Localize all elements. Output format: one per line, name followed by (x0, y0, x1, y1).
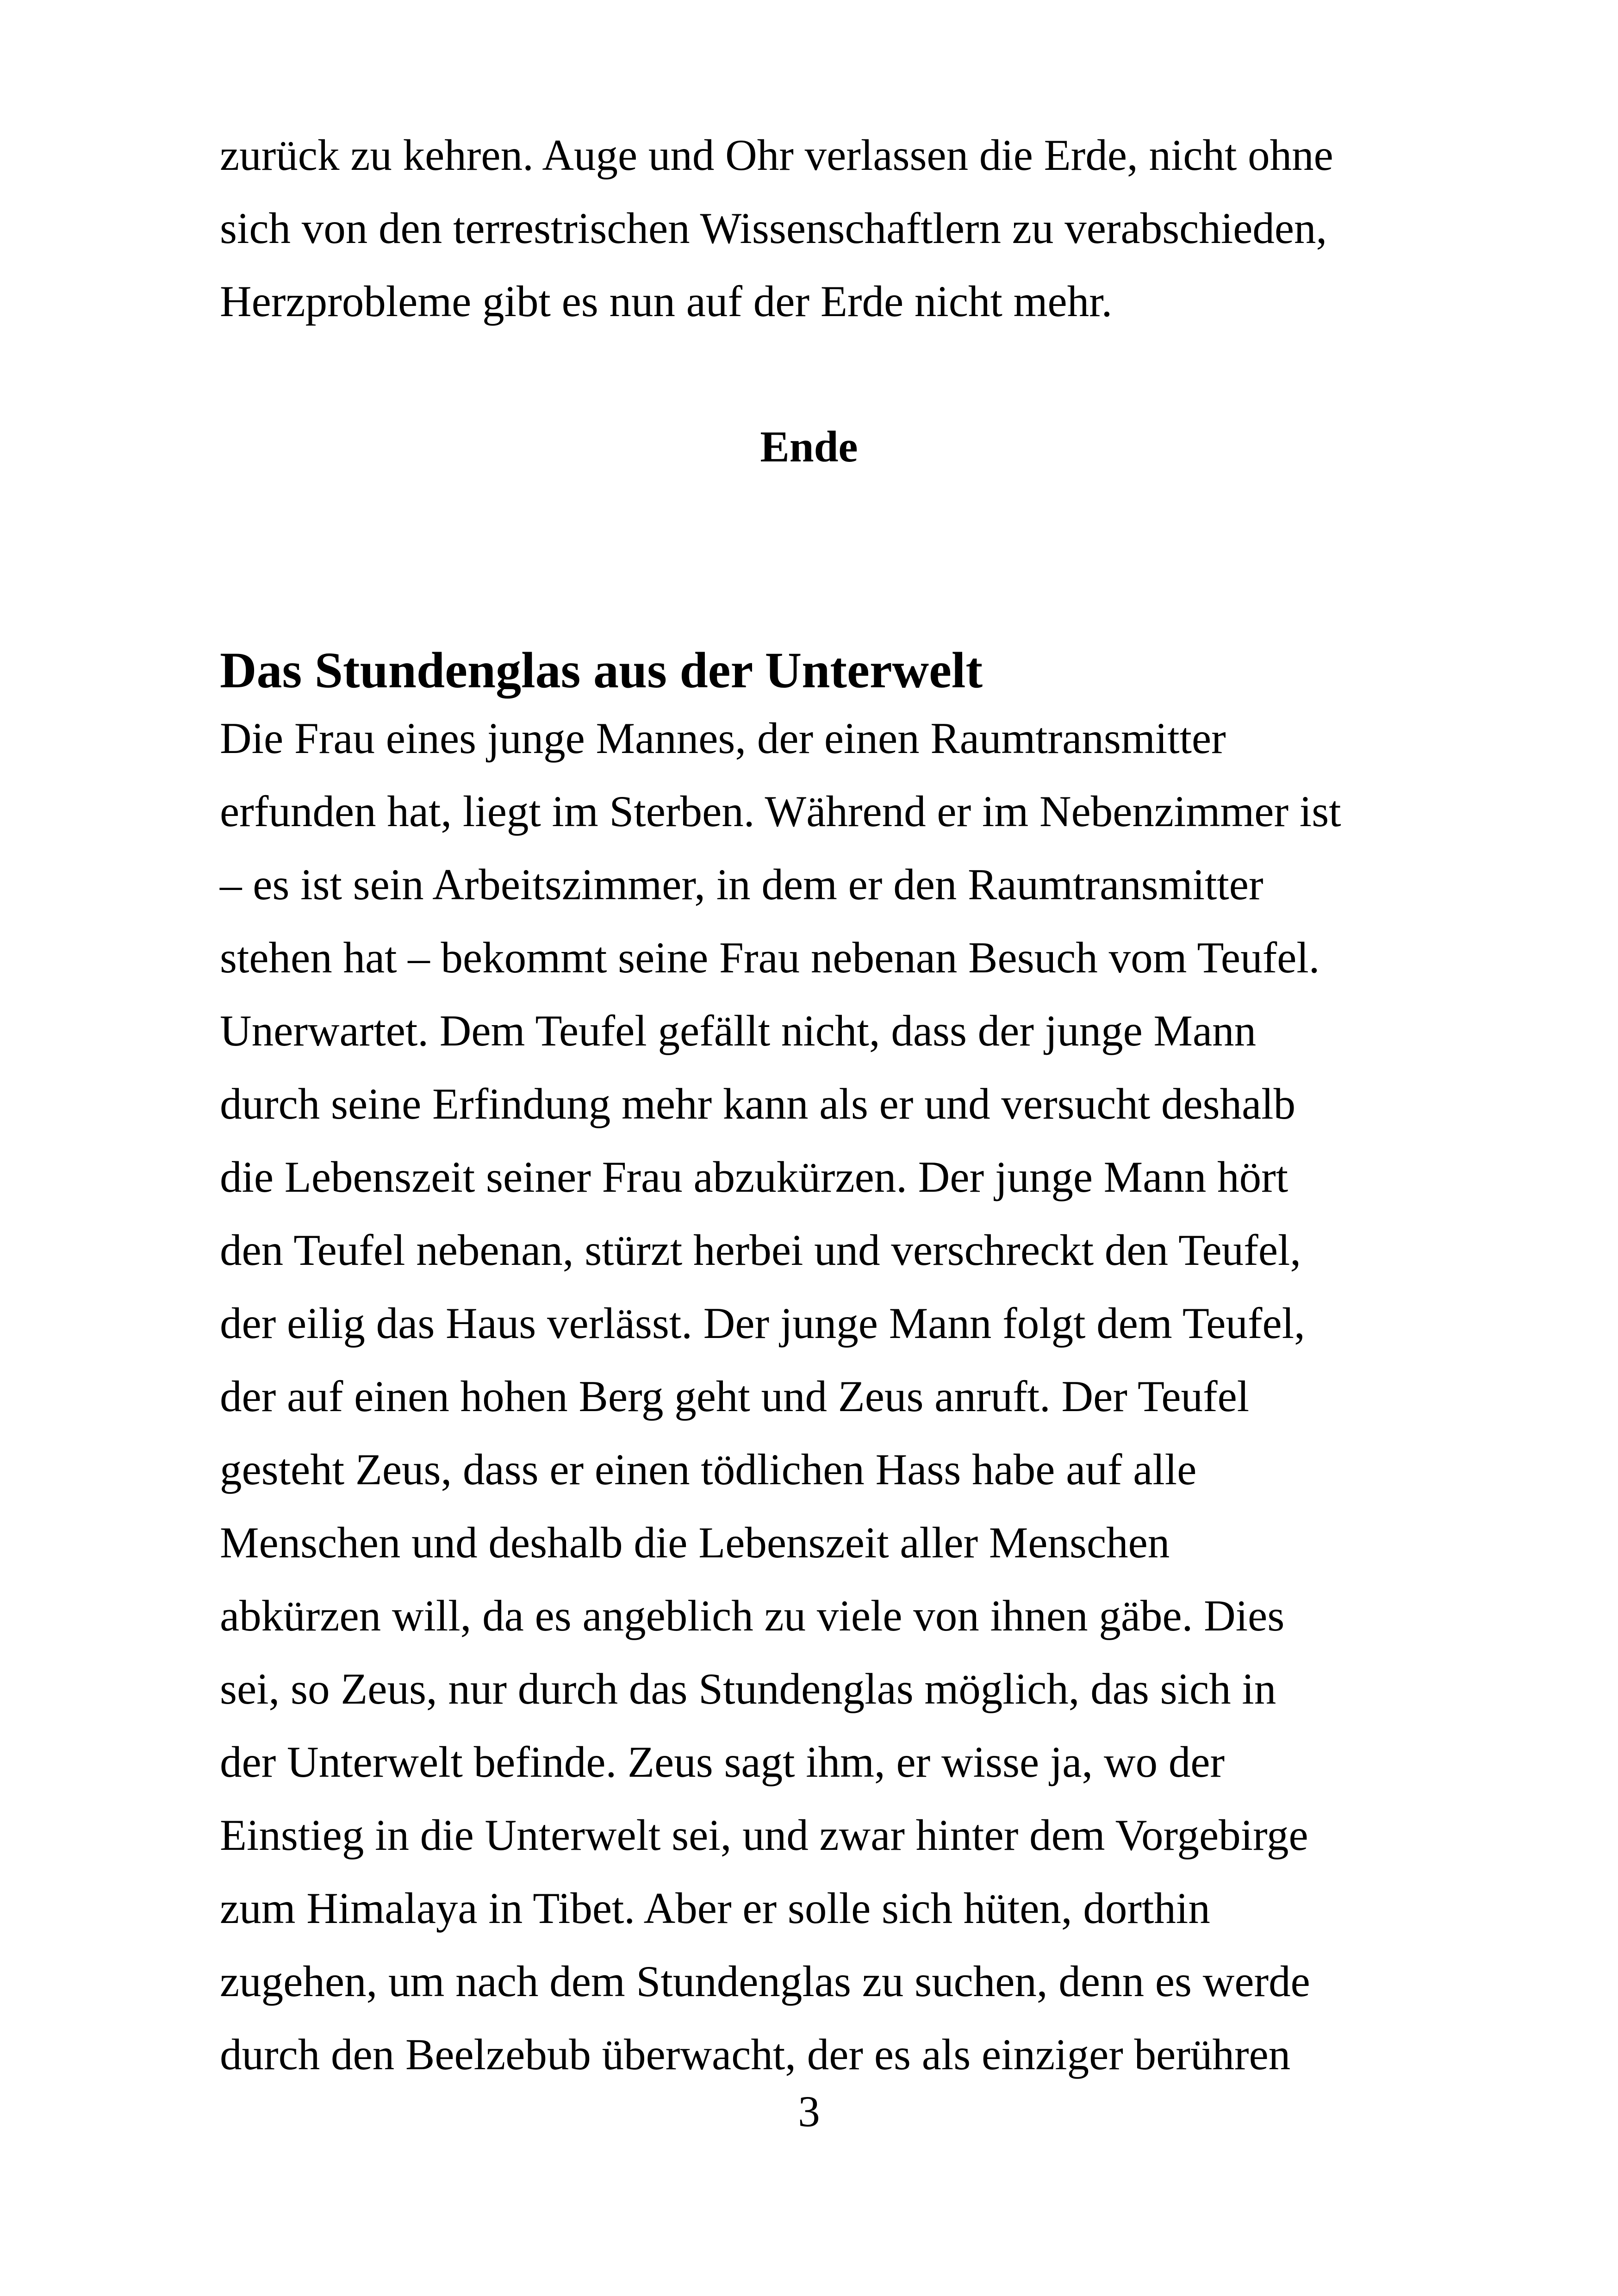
body-line: Menschen und deshalb die Lebenszeit aller Menschen (220, 1518, 1170, 1567)
page-number: 3 (798, 2087, 820, 2136)
body-line: gesteht Zeus, dass er einen tödlichen Hass habe auf alle (220, 1445, 1197, 1494)
body-line: der Unterwelt befinde. Zeus sagt ihm, er wisse ja, wo der (220, 1737, 1225, 1786)
body-line: abkürzen will, da es angeblich zu viele von ihnen gäbe. Dies (220, 1591, 1285, 1640)
body-line: sei, so Zeus, nur durch das Stundenglas möglich, das sich in (220, 1664, 1276, 1713)
end-marker: Ende (760, 422, 858, 471)
chapter-title: Das Stundenglas aus der Unterwelt (220, 642, 983, 698)
body-line: zum Himalaya in Tibet. Aber er solle sich hüten, dorthin (220, 1884, 1210, 1933)
body-line: zugehen, um nach dem Stundenglas zu suchen, denn es werde (220, 1957, 1310, 2006)
body-line: – es ist sein Arbeitszimmer, in dem er den Raumtransmitter (220, 860, 1263, 909)
body-line: durch seine Erfindung mehr kann als er und versucht deshalb (220, 1079, 1296, 1128)
body-line: die Lebenszeit seiner Frau abzukürzen. Der junge Mann hört (220, 1152, 1288, 1201)
intro-line: Herzprobleme gibt es nun auf der Erde nicht mehr. (220, 277, 1113, 326)
body-line: stehen hat – bekommt seine Frau nebenan Besuch vom Teufel. (220, 933, 1320, 982)
body-line: den Teufel nebenan, stürzt herbei und verschreckt den Teufel, (220, 1226, 1301, 1275)
body-line: durch den Beelzebub überwacht, der es als einziger berühren (220, 2030, 1291, 2079)
body-line: Einstieg in die Unterwelt sei, und zwar hinter dem Vorgebirge (220, 1811, 1308, 1860)
body-line: der auf einen hohen Berg geht und Zeus anruft. Der Teufel (220, 1372, 1250, 1421)
body-line: Unerwartet. Dem Teufel gefällt nicht, dass der junge Mann (220, 1006, 1257, 1055)
body-line: Die Frau eines junge Mannes, der einen Raumtransmitter (220, 714, 1226, 763)
body-line: der eilig das Haus verlässt. Der junge Mann folgt dem Teufel, (220, 1299, 1305, 1348)
body-line: erfunden hat, liegt im Sterben. Während er im Nebenzimmer ist (220, 787, 1341, 836)
intro-line: sich von den terrestrischen Wissenschaftlern zu verabschieden, (220, 204, 1327, 253)
intro-line: zurück zu kehren. Auge und Ohr verlassen die Erde, nicht ohne (220, 131, 1333, 180)
